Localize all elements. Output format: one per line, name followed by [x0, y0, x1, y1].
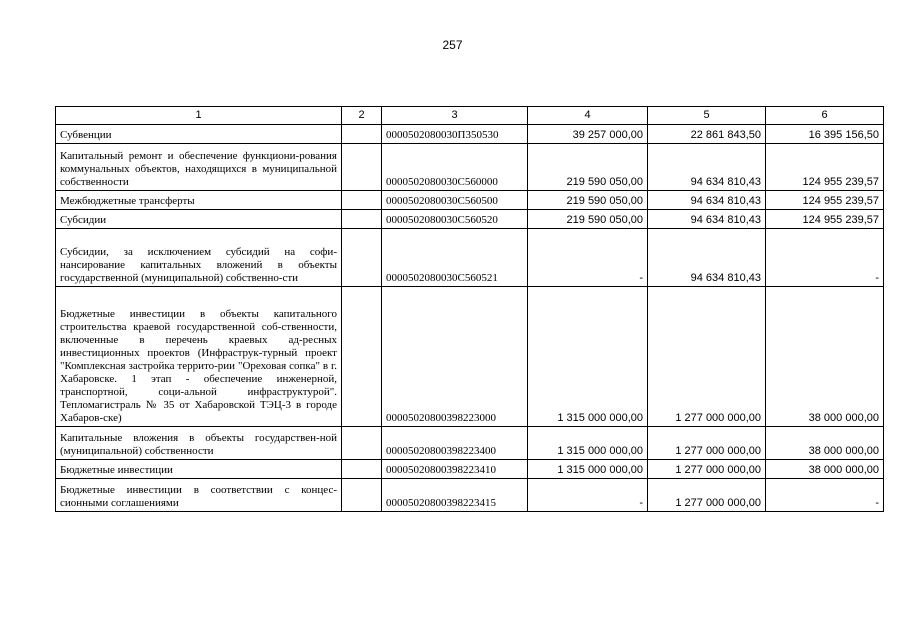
row-value-4: 1 315 000 000,00: [528, 427, 648, 460]
table-row: [56, 191, 884, 210]
row-empty-cell: [342, 191, 382, 210]
table-row: [56, 479, 884, 512]
row-value-4: -: [528, 479, 648, 512]
table-row: [56, 427, 884, 460]
page-number: 257: [442, 38, 463, 52]
row-value-4: 39 257 000,00: [528, 125, 648, 144]
row-code: 00005020800398223000: [382, 287, 528, 427]
row-value-6: 16 395 156,50: [766, 125, 884, 144]
row-value-6: 124 955 239,57: [766, 144, 884, 191]
row-value-6: 124 955 239,57: [766, 191, 884, 210]
row-name: Капитальный ремонт и обеспечение функциони-рования коммунальных объектов, находящихся в муниципальной собственности: [56, 144, 342, 191]
row-value-5: 94 634 810,43: [648, 210, 766, 229]
table-row: [56, 229, 884, 287]
row-value-4: 219 590 050,00: [528, 144, 648, 191]
row-value-5: 94 634 810,43: [648, 191, 766, 210]
row-value-6: 38 000 000,00: [766, 287, 884, 427]
row-value-5: 22 861 843,50: [648, 125, 766, 144]
table-row: [56, 460, 884, 479]
row-name: Капитальные вложения в объекты государствен-ной (муниципальной) собственности: [56, 427, 342, 460]
row-value-6: 38 000 000,00: [766, 460, 884, 479]
row-empty-cell: [342, 210, 382, 229]
row-empty-cell: [342, 479, 382, 512]
column-header: 2: [342, 107, 382, 125]
row-empty-cell: [342, 125, 382, 144]
row-value-6: -: [766, 479, 884, 512]
table-row: [56, 144, 884, 191]
row-code: 0000502080030П350530: [382, 125, 528, 144]
row-code: 0000502080030С560520: [382, 210, 528, 229]
row-value-4: 1 315 000 000,00: [528, 460, 648, 479]
row-code: 00005020800398223400: [382, 427, 528, 460]
column-header: 5: [648, 107, 766, 125]
row-value-4: 219 590 050,00: [528, 210, 648, 229]
budget-table: [55, 106, 884, 512]
row-code: 00005020800398223415: [382, 479, 528, 512]
table-row: [56, 210, 884, 229]
row-empty-cell: [342, 229, 382, 287]
row-empty-cell: [342, 144, 382, 191]
row-value-4: -: [528, 229, 648, 287]
column-header: 6: [766, 107, 884, 125]
row-value-5: 1 277 000 000,00: [648, 287, 766, 427]
row-code: 0000502080030С560500: [382, 191, 528, 210]
row-empty-cell: [342, 287, 382, 427]
row-code: 0000502080030С560000: [382, 144, 528, 191]
row-value-5: 94 634 810,43: [648, 229, 766, 287]
row-name: Субсидии: [56, 210, 342, 229]
row-value-5: 1 277 000 000,00: [648, 479, 766, 512]
row-value-4: 219 590 050,00: [528, 191, 648, 210]
column-header: 4: [528, 107, 648, 125]
row-value-4: 1 315 000 000,00: [528, 287, 648, 427]
table-row: [56, 125, 884, 144]
row-value-6: 124 955 239,57: [766, 210, 884, 229]
row-value-5: 1 277 000 000,00: [648, 460, 766, 479]
table-row: [56, 287, 884, 427]
row-value-6: -: [766, 229, 884, 287]
row-name: Межбюджетные трансферты: [56, 191, 342, 210]
row-value-5: 94 634 810,43: [648, 144, 766, 191]
row-value-6: 38 000 000,00: [766, 427, 884, 460]
column-header: 3: [382, 107, 528, 125]
row-code: 00005020800398223410: [382, 460, 528, 479]
row-code: 0000502080030С560521: [382, 229, 528, 287]
row-name: Субвенции: [56, 125, 342, 144]
row-value-5: 1 277 000 000,00: [648, 427, 766, 460]
row-name: Бюджетные инвестиции: [56, 460, 342, 479]
table-header-row: [56, 107, 884, 125]
row-empty-cell: [342, 427, 382, 460]
column-header: 1: [56, 107, 342, 125]
row-name: Бюджетные инвестиции в соответствии с концес-сионными соглашениями: [56, 479, 342, 512]
row-name: Субсидии, за исключением субсидий на софи-нансирование капитальных вложений в объекты государственной (муниципальной) собственно-сти: [56, 229, 342, 287]
row-name: Бюджетные инвестиции в объекты капитального строительства краевой государственной соб-ственности, включенные в перечень краевых ад-ресных инвестиционных проектов (Инфраструк-турный проект "Комплексная застройка террито-рии "Ореховая сопка" в г. Хабаровске. 1 этап - обеспечение инженерной, транспортной, соци-альной инфраструктурой". Тепломагистраль № 35 от Хабаровской ТЭЦ-3 в городе Хабаров-ске): [56, 287, 342, 427]
row-empty-cell: [342, 460, 382, 479]
